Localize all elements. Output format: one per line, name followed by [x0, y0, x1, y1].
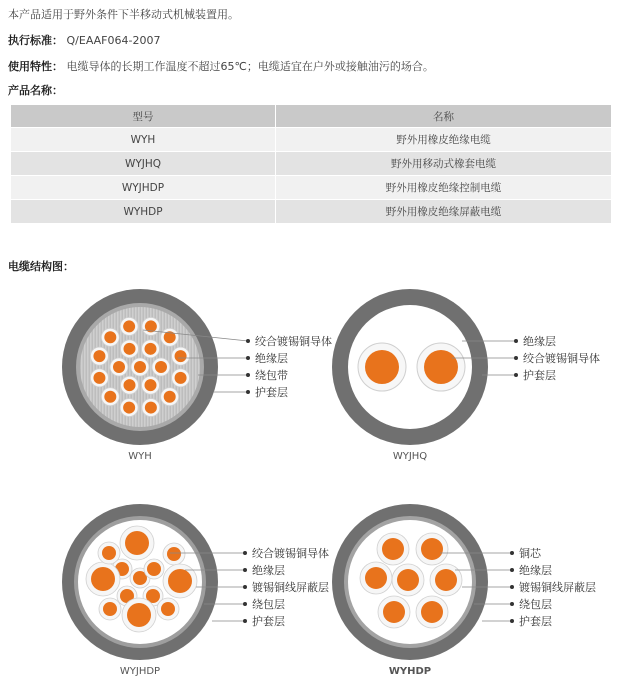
cell-model: WYJHQ: [11, 152, 276, 176]
wyh-core-conductor: [145, 343, 157, 355]
cell-model: WYHDP: [11, 200, 276, 224]
wyh-core-conductor: [104, 391, 116, 403]
wyh-core-conductor: [124, 343, 136, 355]
product-heading: 产品名称：: [8, 84, 63, 97]
cell-model: WYJHDP: [11, 176, 276, 200]
wyjhdp-label-shield: 镀锡铜线屏蔽层: [252, 581, 329, 594]
wyh-core-conductor: [113, 361, 125, 373]
wyh-core-conductor: [123, 320, 135, 332]
wyjhq-label-conductor: 绞合镀锡铜导体: [523, 352, 600, 365]
wyhdp-core-conductor: [421, 601, 443, 623]
diagram-wyh: [62, 289, 332, 462]
wyjhdp-caption: WYJHDP: [119, 666, 161, 677]
wyhdp-label-wrap: 绕包层: [519, 598, 552, 611]
wyjhq-label-jacket: 护套层: [523, 369, 556, 382]
wyh-core-conductor: [134, 361, 146, 373]
wyhdp-label-shield: 镀锡铜线屏蔽层: [519, 581, 596, 594]
wyh-core-conductor: [145, 379, 157, 391]
header-name: 名称: [276, 105, 612, 128]
wyjhdp-core-conductor: [103, 602, 117, 616]
diagram-wyjhdp: [62, 504, 329, 677]
wyh-core-conductor: [145, 402, 157, 414]
cell-name: 野外用橡皮绝缘屏蔽电缆: [276, 200, 612, 224]
wyjhdp-core-conductor: [102, 546, 116, 560]
wyh-caption: WYH: [128, 451, 152, 462]
wyjhdp-core-conductor: [91, 567, 115, 591]
standard-label: 执行标准：: [8, 34, 63, 47]
diagram-wyhdp: [332, 504, 596, 677]
wyh-core-conductor: [164, 391, 176, 403]
wyh-core-conductor: [124, 379, 136, 391]
wyjhdp-core-conductor: [125, 531, 149, 555]
wyh-label-insulation: 绝缘层: [255, 352, 288, 365]
cell-model: WYH: [11, 128, 276, 152]
wyjhdp-core-conductor: [168, 569, 192, 593]
wyjhdp-core-conductor: [127, 603, 151, 627]
wyjhq-label-insulation: 绝缘层: [523, 335, 556, 348]
diagram-wyjhq: [332, 289, 600, 462]
usage-value: 电缆导体的长期工作温度不超过65℃；电缆适宜在户外或接触油污的场合。: [66, 60, 434, 73]
wyh-label-jacket: 护套层: [255, 386, 288, 399]
wyjhdp-label-wrap: 绕包层: [252, 598, 285, 611]
wyhdp-core-conductor: [383, 601, 405, 623]
wyh-core-conductor: [155, 361, 167, 373]
cell-name: 野外用橡皮绝缘电缆: [276, 128, 612, 152]
wyh-core-conductor: [93, 372, 105, 384]
wyhdp-label-jacket: 护套层: [519, 615, 552, 628]
wyh-core-conductor: [175, 350, 187, 362]
cell-name: 野外用移动式橡套电缆: [276, 152, 612, 176]
wyjhdp-core-conductor: [167, 547, 181, 561]
wyh-label-wrap: 绕包带: [255, 369, 288, 382]
wyh-label-conductor: 绞合镀锡铜导体: [255, 335, 332, 348]
wyh-core-conductor: [175, 372, 187, 384]
structure-heading: 电缆结构图：: [8, 260, 74, 273]
wyjhdp-label-conductor: 绞合镀锡铜导体: [252, 547, 329, 560]
intro-text: 本产品适用于野外条件下半移动式机械装置用。: [8, 8, 239, 21]
wyh-core-conductor: [123, 402, 135, 414]
usage-label: 使用特性：: [8, 60, 63, 73]
wyh-core-conductor: [93, 350, 105, 362]
wyjhq-conductor-2: [424, 350, 458, 384]
wyjhq-conductor-1: [365, 350, 399, 384]
wyhdp-core-conductor: [397, 569, 419, 591]
wyhdp-core-conductor: [421, 538, 443, 560]
cell-name: 野外用橡皮绝缘控制电缆: [276, 176, 612, 200]
wyhdp-label-core: 铜芯: [519, 547, 541, 560]
header-model: 型号: [11, 105, 276, 128]
wyhdp-core-conductor: [382, 538, 404, 560]
wyh-core-conductor: [104, 331, 116, 343]
wyjhdp-label-insulation: 绝缘层: [252, 564, 285, 577]
wyhdp-core-conductor: [435, 569, 457, 591]
standard-value: Q/EAAF064-2007: [66, 34, 161, 47]
wyjhdp-label-jacket: 护套层: [252, 615, 285, 628]
wyjhdp-core-conductor: [161, 602, 175, 616]
wyjhq-caption: WYJHQ: [392, 451, 428, 462]
wyjhdp-core-conductor: [147, 562, 161, 576]
wyhdp-core-conductor: [365, 567, 387, 589]
wyhdp-caption: WYHDP: [388, 666, 432, 677]
wyhdp-label-insulation: 绝缘层: [519, 564, 552, 577]
